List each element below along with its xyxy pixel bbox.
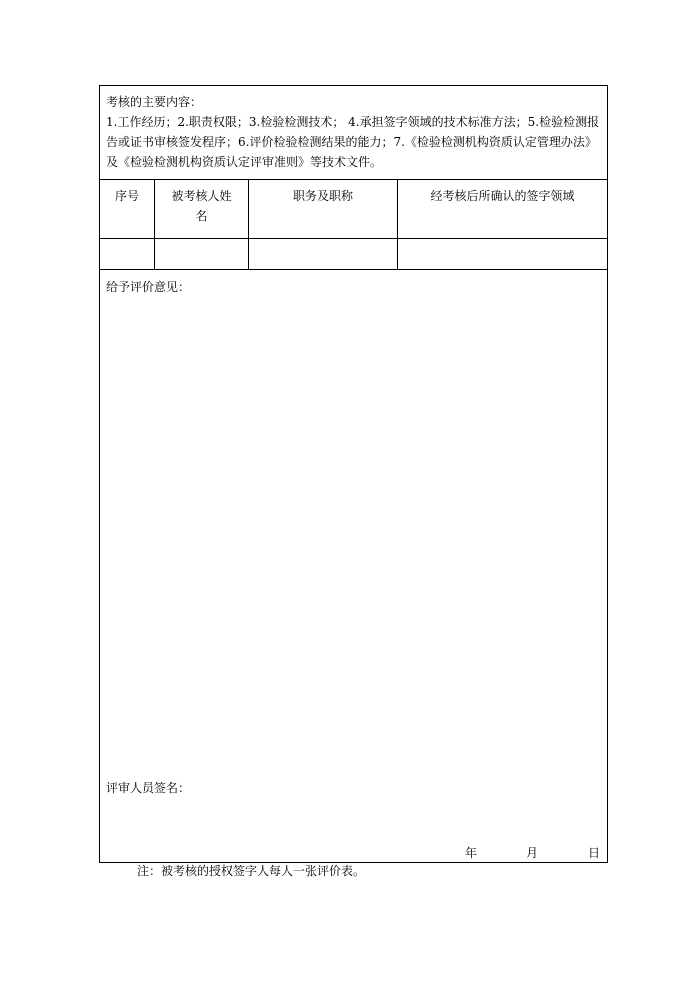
opinion-row — [100, 270, 608, 863]
serial-number-value-cell[interactable] — [100, 239, 155, 270]
date-year-label: 年 — [465, 846, 478, 860]
date-day-label: 日 — [588, 846, 601, 860]
footnote: 注：被考核的授权签字人每人一张评价表。 — [137, 864, 366, 878]
opinion-cell[interactable] — [100, 270, 608, 863]
content-cell — [100, 86, 608, 180]
content-label: 考核的主要内容： — [106, 95, 203, 109]
examinee-name-value-cell[interactable] — [155, 239, 249, 270]
header-serial-number: 序号 — [100, 180, 155, 239]
content-text: 1.工作经历；2.职责权限；3.检验检测技术； 4.承担签字领域的技术标准方法；5.检验检测报告或证书审核签发程序；6.评价检验检测结果的能力；7.《检验检测机构资质认定管理办法》及《检验检测机构资质认定评审准则》等技术文件。 — [106, 115, 600, 169]
date-month-label: 月 — [526, 846, 539, 860]
position-title-value-cell[interactable] — [249, 239, 398, 270]
header-signing-field: 经考核后所确认的签字领域 — [398, 180, 608, 239]
content-row — [100, 86, 608, 180]
signature-label: 评审人员签名： — [106, 781, 191, 795]
table-row — [100, 239, 608, 270]
header-row — [100, 180, 608, 239]
signing-field-value-cell[interactable] — [398, 239, 608, 270]
header-examinee-name: 被考核人姓名 — [155, 180, 249, 239]
header-position-title: 职务及职称 — [249, 180, 398, 239]
evaluation-form-table — [99, 85, 608, 863]
opinion-label: 给予评价意见： — [106, 280, 191, 294]
